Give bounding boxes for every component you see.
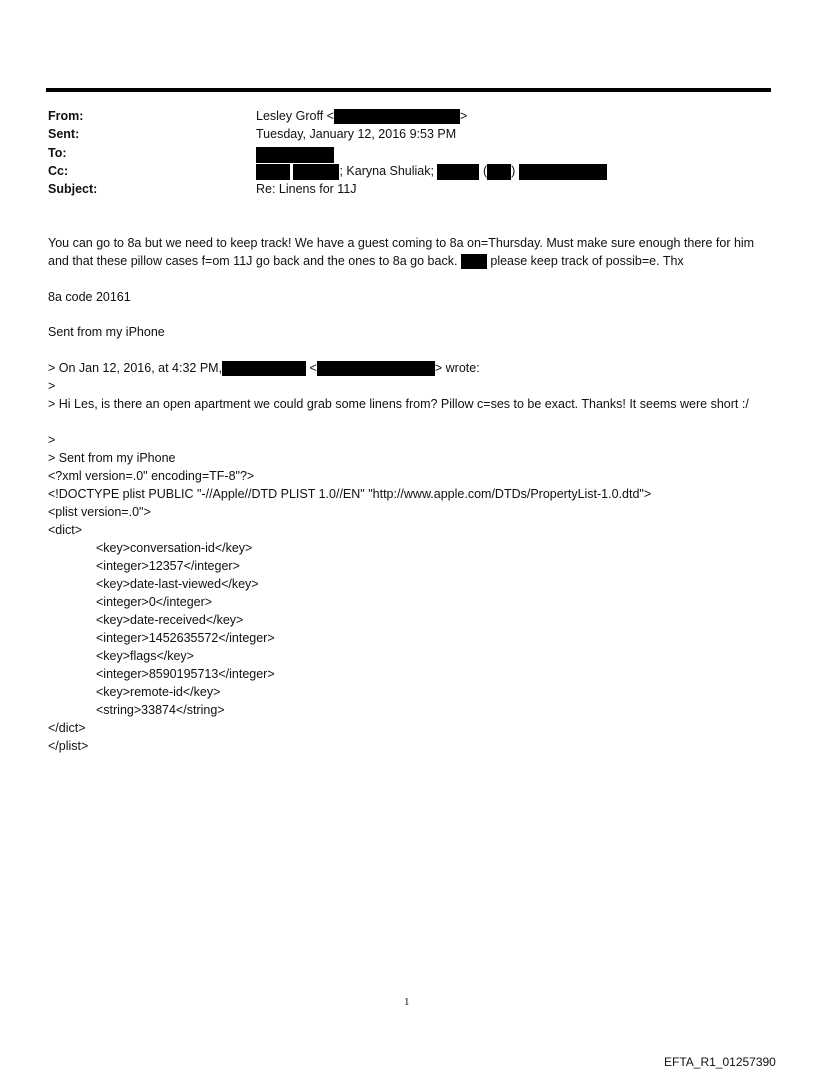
subject-label: Subject: bbox=[48, 182, 98, 196]
page-number: 1 bbox=[404, 996, 410, 1008]
from-label: From: bbox=[48, 109, 84, 123]
plist-entry: <integer>8590195713</integer> bbox=[96, 667, 275, 681]
plist-entry: <integer>0</integer> bbox=[96, 595, 213, 609]
document-id: EFTA_R1_01257390 bbox=[664, 1055, 776, 1069]
dict-open: <dict> bbox=[48, 523, 83, 537]
to-label: To: bbox=[48, 146, 67, 160]
plist-entry: <key>conversation-id</key> bbox=[96, 541, 253, 555]
cc-name: ; Karyna Shuliak; bbox=[339, 164, 434, 178]
message-paragraph bbox=[48, 234, 770, 270]
quote-text: > On Jan 12, 2016, at 4:32 PM, bbox=[48, 361, 223, 375]
redaction-block bbox=[317, 361, 435, 376]
to-value bbox=[256, 144, 334, 163]
redaction-block bbox=[437, 164, 479, 180]
plist-close: </plist> bbox=[48, 739, 89, 753]
redaction-block bbox=[293, 164, 339, 180]
plist-entry: <integer>1452635572</integer> bbox=[96, 631, 275, 645]
plist-entry: <key>date-received</key> bbox=[96, 613, 244, 627]
sent-label: Sent: bbox=[48, 127, 80, 141]
doctype-line: <!DOCTYPE plist PUBLIC "-//Apple//DTD PLIST 1.0//EN" "http://www.apple.com/DTDs/PropertyList-1.0.dtd"> bbox=[48, 487, 652, 501]
quote-line: > bbox=[48, 379, 56, 393]
message-text: You can go to 8a but we need to keep track! We have a guest coming to 8a on=Thursday. Must make sure enough there for him and that these pillow cases f=om 11J go back and the ones to 8a go back. bbox=[48, 236, 755, 268]
redaction-block bbox=[256, 164, 290, 180]
redaction-block bbox=[519, 164, 607, 180]
from-name: Lesley Groff < bbox=[256, 109, 334, 123]
plist-entry: <key>remote-id</key> bbox=[96, 685, 221, 699]
plist-entry: <integer>12357</integer> bbox=[96, 559, 240, 573]
redaction-block bbox=[256, 147, 334, 163]
redaction-block bbox=[222, 361, 306, 376]
cc-value bbox=[256, 162, 607, 180]
from-value bbox=[256, 107, 467, 125]
plist-open: <plist version=.0"> bbox=[48, 505, 151, 519]
sent-value: Tuesday, January 12, 2016 9:53 PM bbox=[256, 127, 457, 141]
from-bracket: > bbox=[459, 109, 468, 123]
message-text: please keep track of possib=e. Thx bbox=[486, 254, 684, 268]
quote-header bbox=[48, 359, 480, 377]
redaction-block bbox=[461, 254, 487, 269]
quote-line: > bbox=[48, 433, 56, 447]
cc-paren: ( bbox=[482, 164, 488, 178]
redaction-block bbox=[487, 164, 511, 180]
quote-message: > Hi Les, is there an open apartment we could grab some linens from? Pillow c=ses to be exact. Thanks! It seems were short :/ bbox=[48, 397, 749, 411]
cc-label: Cc: bbox=[48, 164, 69, 178]
code-line: 8a code 20161 bbox=[48, 290, 131, 304]
quote-text: < bbox=[306, 361, 317, 375]
sent-from-line: Sent from my iPhone bbox=[48, 325, 165, 339]
plist-entry: <key>flags</key> bbox=[96, 649, 194, 663]
dict-close: </dict> bbox=[48, 721, 86, 735]
plist-entry: <key>date-last-viewed</key> bbox=[96, 577, 259, 591]
quote-sent-line: > Sent from my iPhone bbox=[48, 451, 176, 465]
redaction-block bbox=[334, 109, 460, 124]
plist-entry: <string>33874</string> bbox=[96, 703, 225, 717]
xml-declaration: <?xml version=.0" encoding=TF-8"?> bbox=[48, 469, 255, 483]
header-rule bbox=[46, 88, 771, 92]
subject-value: Re: Linens for 11J bbox=[256, 182, 357, 196]
quote-text: > wrote: bbox=[434, 361, 480, 375]
cc-paren: ) bbox=[511, 164, 516, 178]
